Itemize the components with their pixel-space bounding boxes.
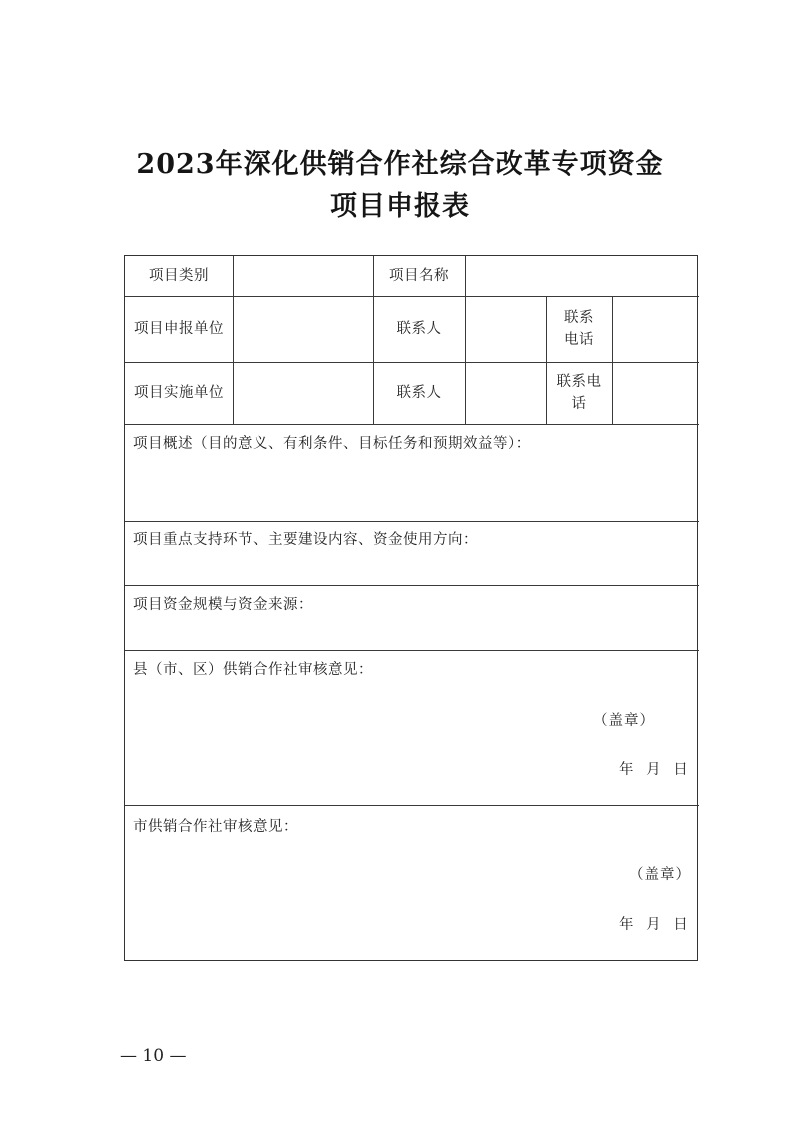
funding-source-field[interactable]	[125, 585, 699, 650]
county-stamp-label: （盖章）	[593, 713, 655, 729]
applicant-contact-label: 联系人	[396, 321, 442, 337]
applicant-unit-field[interactable]	[233, 296, 373, 362]
document-title: 2023年深化供销合作社综合改革专项资金	[136, 149, 664, 180]
implementer-phone-label: 联系电 话	[556, 374, 602, 412]
city-stamp-label: （盖章）	[629, 867, 691, 883]
applicant-contact-field[interactable]	[465, 296, 546, 362]
project-overview-field[interactable]	[125, 424, 699, 521]
project-name-label: 项目名称	[389, 268, 449, 284]
funding-source-label: 项目资金规模与资金来源：	[133, 597, 313, 613]
applicant-phone-label: 联系 电话	[564, 310, 594, 348]
city-date-label: 年 月 日	[619, 917, 689, 933]
project-overview-label: 项目概述（目的意义、有利条件、目标任务和预期效益等）：	[133, 436, 531, 452]
implementer-phone-field[interactable]	[612, 362, 699, 424]
document-subtitle: 项目申报表	[330, 191, 470, 222]
key-content-label: 项目重点支持环节、主要建设内容、资金使用方向：	[133, 532, 478, 548]
implementer-contact-field[interactable]	[465, 362, 546, 424]
key-content-field[interactable]	[125, 521, 699, 585]
county-date-label: 年 月 日	[619, 762, 689, 778]
application-form-table	[124, 255, 698, 961]
project-name-field[interactable]	[465, 256, 699, 296]
implementer-unit-label: 项目实施单位	[134, 385, 224, 401]
implementer-contact-label: 联系人	[396, 385, 442, 401]
applicant-unit-label: 项目申报单位	[134, 321, 224, 337]
project-type-label: 项目类别	[149, 268, 209, 284]
page-number: — 10 —	[120, 1046, 187, 1066]
applicant-phone-field[interactable]	[612, 296, 699, 362]
implementer-unit-field[interactable]	[233, 362, 373, 424]
city-review-label: 市供销合作社审核意见：	[133, 819, 298, 835]
county-review-label: 县（市、区）供销合作社审核意见：	[133, 662, 373, 678]
project-type-field[interactable]	[233, 256, 373, 296]
